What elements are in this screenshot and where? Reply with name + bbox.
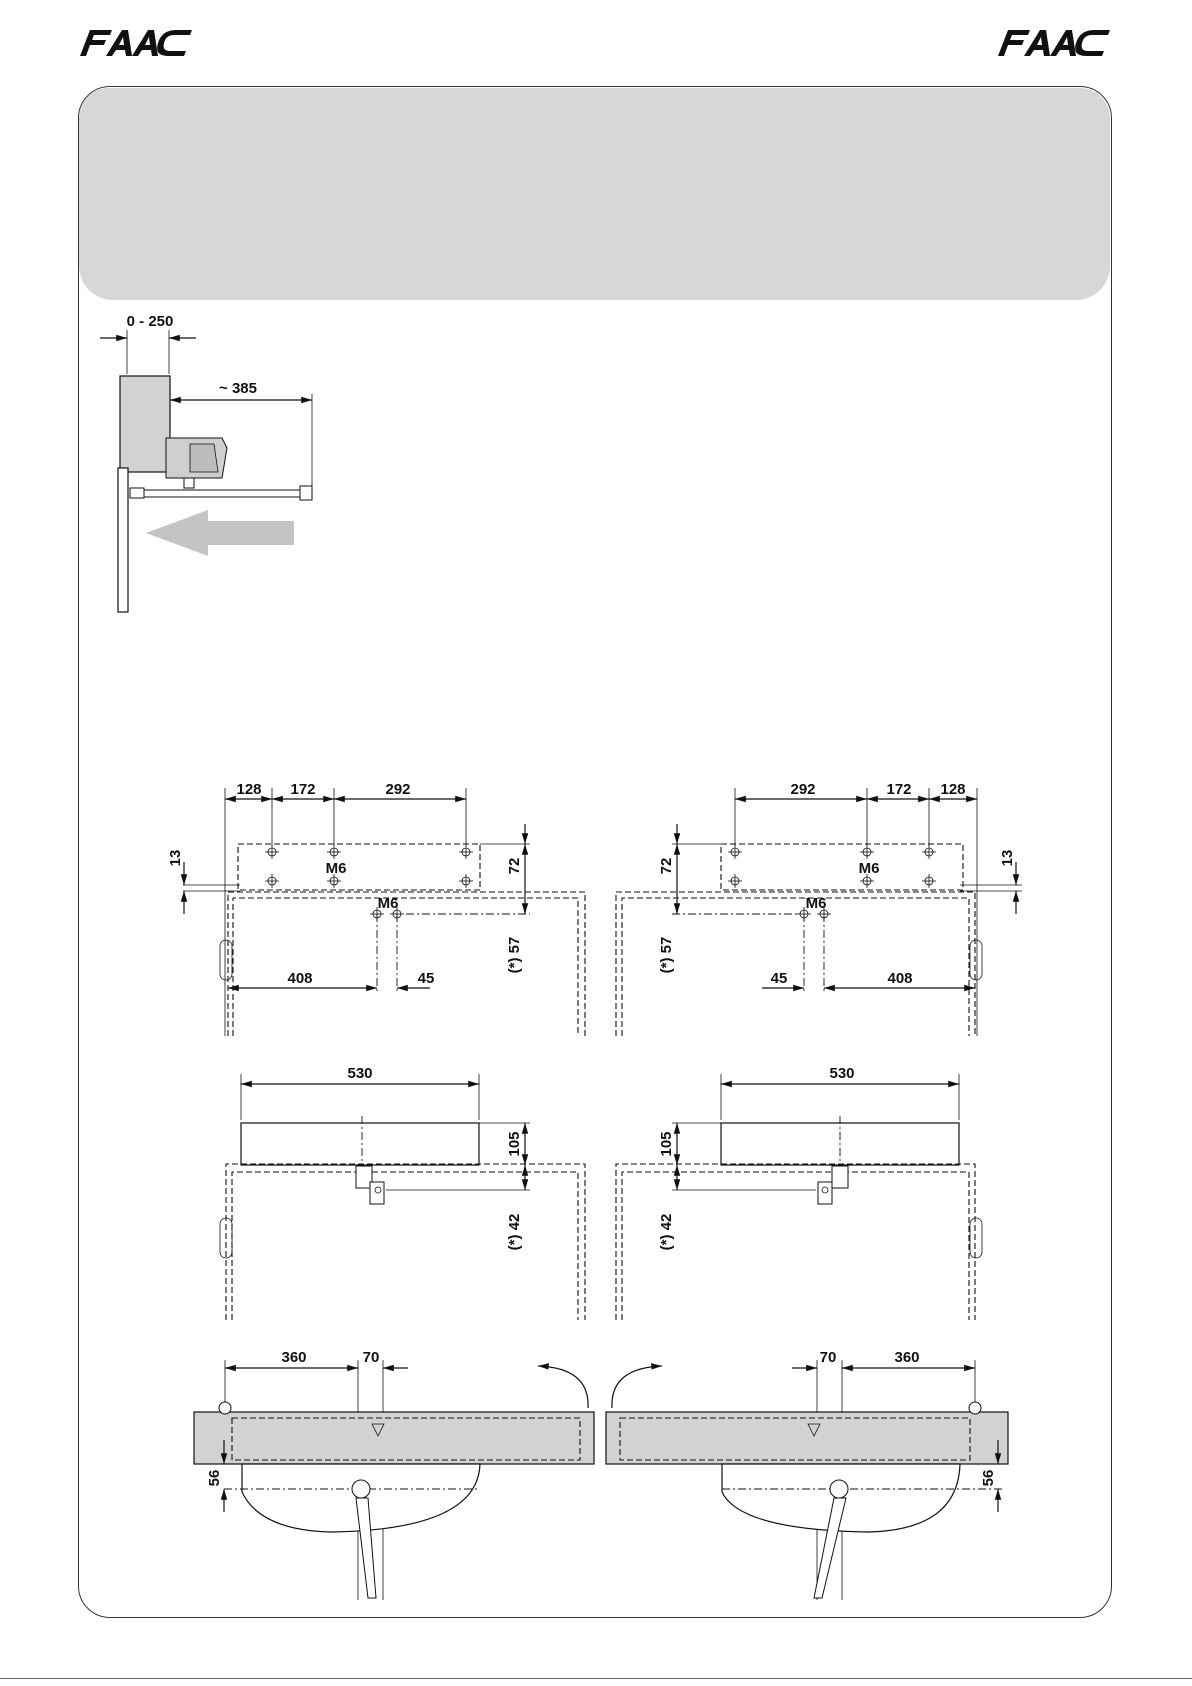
dim-408: 408 <box>887 970 913 987</box>
dim-wall-range: 0 - 250 <box>126 313 174 330</box>
dim-530: 530 <box>347 1065 373 1082</box>
mid-right-drawing <box>616 1065 982 1320</box>
dim-172: 172 <box>886 781 912 798</box>
dim-128: 128 <box>940 781 966 798</box>
dim-360: 360 <box>894 1349 920 1366</box>
bottom-right-drawing <box>606 1349 1008 1600</box>
top-right-drawing <box>616 781 1022 1036</box>
dim-13: 13 <box>167 849 184 867</box>
dim-45: 45 <box>770 970 788 987</box>
lintel-wall <box>120 376 170 472</box>
dim-105: 105 <box>506 1131 523 1157</box>
label-m6: M6 <box>325 860 347 877</box>
dim-56: 56 <box>206 1469 223 1487</box>
side-view-drawing <box>100 313 312 612</box>
direction-arrow-icon <box>146 510 294 556</box>
dim-360: 360 <box>281 1349 307 1366</box>
dim-408: 408 <box>287 970 313 987</box>
label-m6: M6 <box>377 895 399 912</box>
dim-530: 530 <box>829 1065 855 1082</box>
dim-57: (*) 57 <box>658 936 675 974</box>
mid-left-drawing <box>220 1065 585 1320</box>
door-leaf-section <box>194 1412 594 1464</box>
plate-outline <box>238 844 480 890</box>
dim-57: (*) 57 <box>506 936 523 974</box>
label-m6: M6 <box>858 860 880 877</box>
dim-42: (*) 42 <box>506 1213 523 1251</box>
dim-13: 13 <box>999 849 1016 867</box>
dim-56: 56 <box>980 1469 997 1487</box>
plate-outline <box>721 844 963 890</box>
arm <box>144 490 308 497</box>
dim-292: 292 <box>385 781 411 798</box>
dim-42: (*) 42 <box>658 1213 675 1251</box>
dim-72: 72 <box>658 857 675 875</box>
top-left-drawing <box>167 781 585 1036</box>
label-m6: M6 <box>805 895 827 912</box>
door-leaf <box>118 468 128 612</box>
dim-105: 105 <box>658 1131 675 1157</box>
dim-128: 128 <box>236 781 262 798</box>
bottom-left-drawing <box>194 1349 594 1600</box>
dim-45: 45 <box>417 970 435 987</box>
dim-70: 70 <box>819 1349 837 1366</box>
dim-172: 172 <box>290 781 316 798</box>
dim-72: 72 <box>506 857 523 875</box>
dim-292: 292 <box>790 781 816 798</box>
dim-depth: ~ 385 <box>219 380 257 397</box>
door-leaf-section <box>606 1412 1008 1464</box>
dim-70: 70 <box>362 1349 380 1366</box>
operator-body <box>241 1123 479 1165</box>
